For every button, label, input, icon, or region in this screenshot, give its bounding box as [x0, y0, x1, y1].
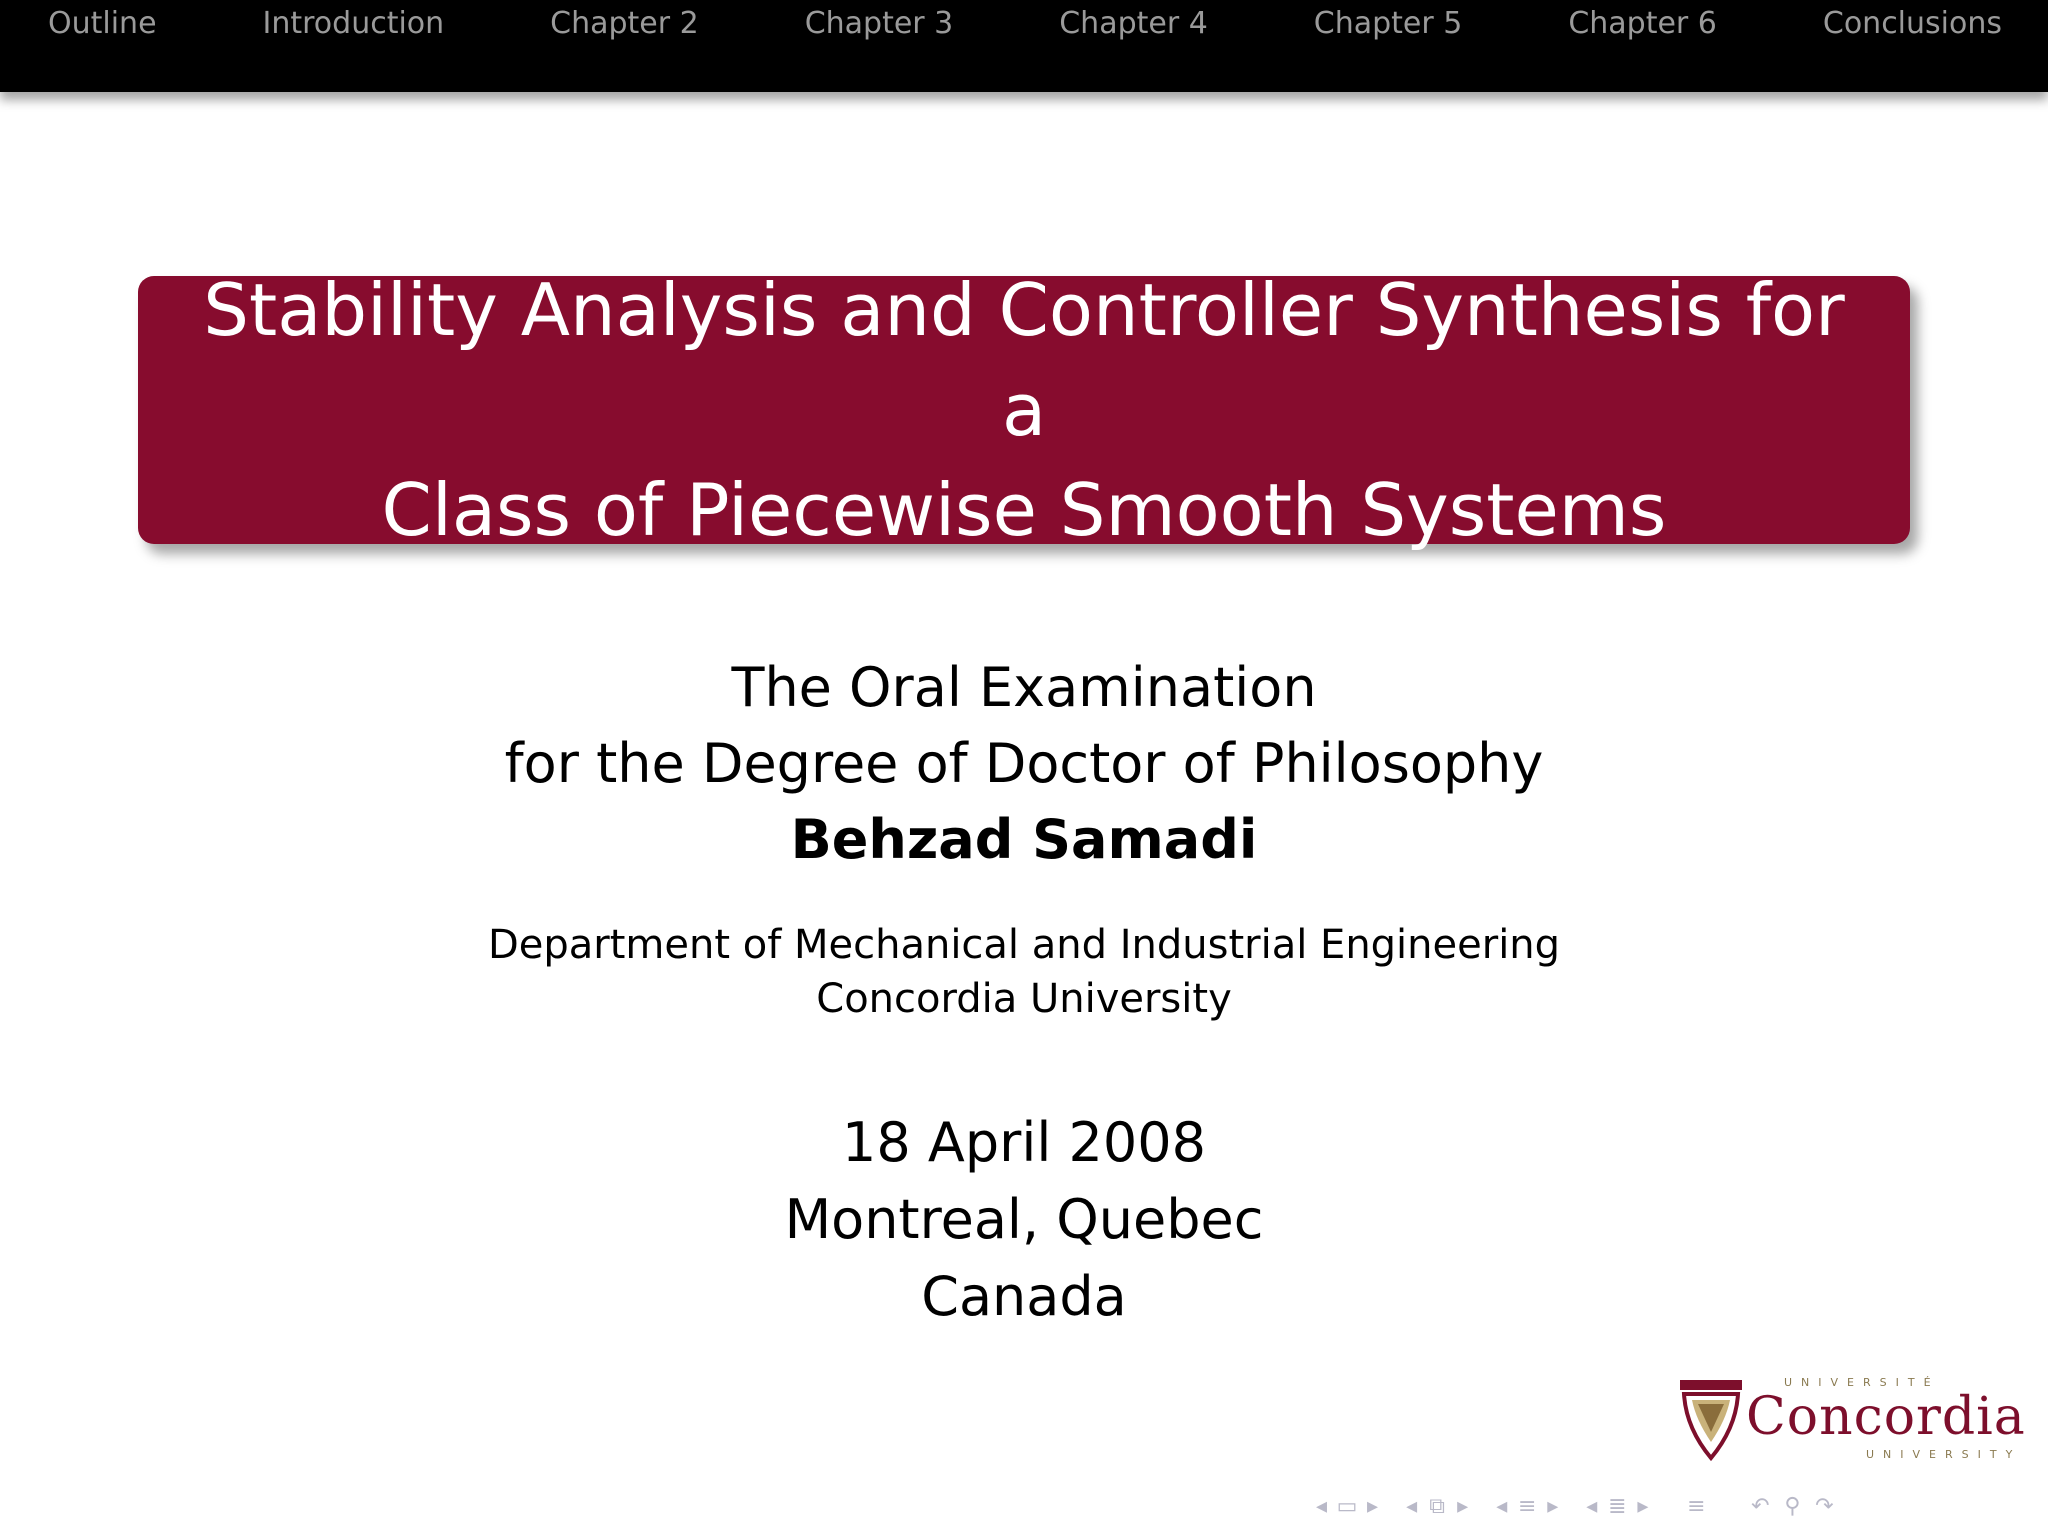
section-next-icon[interactable]: ▸ — [1637, 1494, 1649, 1519]
nav-item-chapter-5[interactable]: Chapter 5 — [1313, 6, 1463, 41]
institute-block — [0, 918, 2048, 1026]
frame-prev-icon[interactable]: ◂ — [1406, 1494, 1418, 1519]
section-prev-icon[interactable]: ◂ — [1586, 1494, 1598, 1519]
logo-bottom-text: UNIVERSITY — [1866, 1448, 2022, 1461]
frame-next-icon[interactable]: ▸ — [1457, 1494, 1469, 1519]
nav-item-outline[interactable]: Outline — [48, 6, 157, 41]
nav-item-chapter-4[interactable]: Chapter 4 — [1059, 6, 1208, 41]
subsection-icon[interactable]: ≡ — [1518, 1494, 1537, 1519]
nav-item-conclusions[interactable]: Conclusions — [1822, 6, 2002, 41]
presentation-country: Canada — [921, 1265, 1127, 1328]
nav-item-introduction[interactable]: Introduction — [262, 6, 445, 41]
title-line-2: Class of Piecewise Smooth Systems — [381, 468, 1667, 552]
logo-top-text: UNIVERSITÉ — [1784, 1376, 1940, 1389]
toc-icon[interactable]: ≡ — [1687, 1494, 1706, 1519]
slide-prev-icon[interactable]: ◂ — [1316, 1494, 1328, 1519]
logo-name: Concordia — [1746, 1387, 2026, 1447]
section-navigation-bar — [0, 0, 2048, 92]
nav-item-chapter-6[interactable]: Chapter 6 — [1568, 6, 1717, 41]
slide-icon[interactable]: ▭ — [1336, 1494, 1358, 1519]
presentation-city: Montreal, Quebec — [784, 1188, 1264, 1251]
subsection-next-icon[interactable]: ▸ — [1547, 1494, 1559, 1519]
subtitle-block — [0, 650, 2048, 878]
nav-item-chapter-2[interactable]: Chapter 2 — [550, 6, 699, 41]
subsection-prev-icon[interactable]: ◂ — [1496, 1494, 1508, 1519]
department-name: Department of Mechanical and Industrial Engineering — [487, 922, 1561, 968]
forward-icon[interactable]: ↷ — [1815, 1494, 1834, 1519]
back-icon[interactable]: ↶ — [1751, 1494, 1770, 1519]
slide-next-icon[interactable]: ▸ — [1367, 1494, 1379, 1519]
subtitle-line-1: The Oral Examination — [731, 656, 1317, 719]
title-line-1: Stability Analysis and Controller Synthesis for a — [203, 268, 1845, 452]
subtitle-line-2: for the Degree of Doctor of Philosophy — [504, 732, 1544, 795]
section-icon[interactable]: ≣ — [1608, 1494, 1627, 1519]
nav-item-chapter-3[interactable]: Chapter 3 — [804, 6, 954, 41]
concordia-logo — [1676, 1374, 2026, 1464]
date-place-block — [0, 1104, 2048, 1335]
concordia-shield-icon — [1676, 1376, 1746, 1462]
search-icon[interactable]: ⚲ — [1784, 1494, 1801, 1519]
author-name: Behzad Samadi — [790, 808, 1258, 871]
beamer-navigation-symbols — [1316, 1492, 1840, 1522]
frame-icon[interactable]: ⧉ — [1429, 1494, 1445, 1519]
university-name: Concordia University — [816, 976, 1232, 1022]
presentation-title — [198, 260, 1850, 560]
presentation-date: 18 April 2008 — [842, 1111, 1206, 1174]
title-box — [138, 268, 1910, 552]
